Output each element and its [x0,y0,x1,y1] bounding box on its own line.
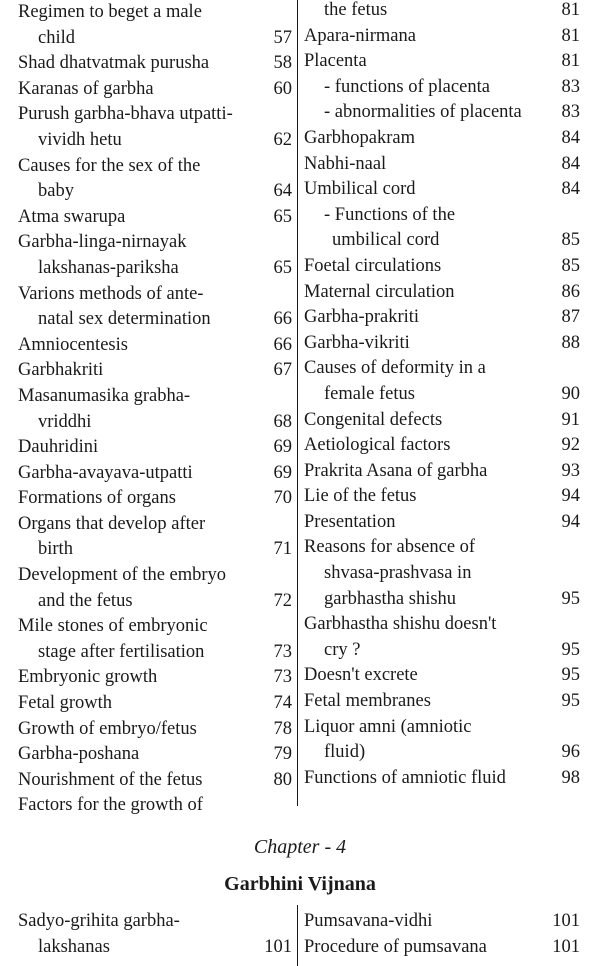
toc-entry [304,909,580,935]
toc-entry-text: Pumsavana-vidhi 101 [304,909,580,935]
toc-entry-text: Garbhakriti 67 [18,358,292,384]
toc-entry-text: Apara-nirmana 81 [304,24,580,50]
toc-entry-text: Procedure of pumsavana 101 [304,935,580,961]
toc-entry [18,358,292,384]
toc-entry-text: - abnormalities of placenta 83 [304,100,580,126]
toc-page-number: 95 [561,639,580,660]
toc-entry-text: baby 64 [18,179,292,205]
toc-entry-text: Amniocentesis 66 [18,333,292,359]
toc-entry [18,0,292,51]
toc-entry [304,356,580,407]
toc-page-number: 85 [561,255,580,276]
toc-entry-text: Prakrita Asana of garbha 93 [304,459,580,485]
toc-entry [18,742,292,768]
toc-entry-text: Garbha-linga-nirnayak [18,232,187,253]
chapter-label: Chapter - 4 [253,836,347,858]
toc-entry-text: Liquor amni (amniotic [304,716,472,737]
toc-entry [18,512,292,563]
toc-entry [18,205,292,231]
column-divider [297,0,298,806]
toc-entry-text: birth 71 [18,537,292,563]
toc-page-number: 73 [273,667,292,688]
toc-entry [304,254,580,280]
toc-entry [18,102,292,153]
toc-page-number: 81 [561,51,580,72]
toc-entry-text: lakshanas 101 [18,935,292,961]
toc-page-number: 95 [561,588,580,609]
toc-entry-text: Doesn't excrete 95 [304,663,580,689]
toc-entry [304,49,580,75]
toc-entry-text: vividh hetu 62 [18,128,292,154]
toc-entry [18,909,292,960]
toc-page-number: 69 [273,462,292,483]
toc-page-number: 69 [273,437,292,458]
toc-page-number: 65 [273,206,292,227]
toc-entry [304,126,580,152]
toc-entry [18,384,292,435]
toc-entry [304,459,580,485]
toc-page-number: 64 [273,181,292,202]
toc-entry [18,486,292,512]
toc-entry [18,230,292,281]
toc-entry-text: and the fetus 72 [18,589,292,615]
toc-entry [304,935,580,961]
toc-page-number: 71 [273,539,292,560]
toc-entry [18,461,292,487]
toc-entry-text: female fetus 90 [304,382,580,408]
toc-entry [304,280,580,306]
toc-entry [304,766,580,792]
toc-entry-text: - Functions of the [324,204,456,225]
toc-entry-text: Embryonic growth 73 [18,665,292,691]
toc-page-number: 91 [561,409,580,430]
toc-entry-text: Maternal circulation 86 [304,280,580,306]
toc-page-number: 88 [561,332,580,353]
toc-entry [18,717,292,743]
toc-page-number: 96 [561,742,580,763]
toc-entry [304,203,580,254]
toc-entry-text: shvasa-prashvasa in [324,563,472,584]
toc-entry-text: Presentation 94 [304,510,580,536]
toc-entry [304,510,580,536]
toc-page-number: 80 [273,769,292,790]
toc-page-number: 57 [273,27,292,48]
toc-page-number: 94 [561,486,580,507]
toc-left-column [18,0,292,819]
toc-entry [18,51,292,77]
toc-page-number: 74 [273,693,292,714]
toc-bottom-right [304,909,580,960]
toc-entry-text: Lie of the fetus 94 [304,484,580,510]
toc-entry [304,305,580,331]
toc-entry-text: Shad dhatvatmak purusha 58 [18,51,292,77]
toc-page-number: 66 [273,334,292,355]
toc-entry-text: Functions of amniotic fluid 98 [304,766,580,792]
toc-page-number: 93 [561,460,580,481]
toc-entry-text: garbhastha shishu 95 [304,587,580,613]
toc-entry-text: Reasons for absence of [304,537,476,558]
toc-page-number: 85 [561,230,580,251]
toc-page-number: 72 [273,590,292,611]
toc-entry [304,408,580,434]
toc-entry [304,331,580,357]
toc-page-number: 66 [273,309,292,330]
toc-page-number: 83 [561,102,580,123]
toc-entry-text: Nabhi-naal 84 [304,152,580,178]
toc-entry [304,484,580,510]
toc-entry-text: Dauhridini 69 [18,435,292,461]
column-divider-bottom [297,905,298,966]
toc-entry-text: Garbha-prakriti 87 [304,305,580,331]
toc-entry [18,154,292,205]
toc-entry-text: Garbha-avayava-utpatti 69 [18,461,292,487]
toc-entry-text: Umbilical cord 84 [304,177,580,203]
toc-entry [304,715,580,766]
toc-page-number: 68 [273,411,292,432]
toc-entry [18,665,292,691]
toc-entry-text: - functions of placenta 83 [304,75,580,101]
toc-entry-text: Garbha-vikriti 88 [304,331,580,357]
toc-entry-text: Garbhopakram 84 [304,126,580,152]
toc-entry-text: Factors for the growth of [18,795,203,816]
toc-entry [304,177,580,203]
toc-entry [304,689,580,715]
toc-entry-text: Mile stones of embryonic [18,616,208,637]
toc-page-number: 79 [273,744,292,765]
toc-entry [304,663,580,689]
toc-entry-text: stage after fertilisation 73 [18,640,292,666]
toc-page-number: 58 [273,53,292,74]
toc-entry-text: Garbha-poshana 79 [18,742,292,768]
toc-page-number: 67 [273,360,292,381]
toc-entry [18,614,292,665]
toc-entry-text: Masanumasika grabha- [18,385,191,406]
toc-entry-text: Fetal growth 74 [18,691,292,717]
toc-entry-text: cry ? 95 [304,638,580,664]
toc-entry-text: Organs that develop after [18,513,206,534]
toc-bottom-left [18,909,292,960]
toc-page-number: 84 [561,153,580,174]
toc-entry-text: natal sex determination 66 [18,307,292,333]
toc-entry-text: Purush garbha-bhava utpatti- [18,104,233,125]
toc-entry [304,0,580,24]
toc-page-number: 78 [273,718,292,739]
toc-entry [18,768,292,794]
toc-entry-text: Garbhastha shishu doesn't [304,614,497,635]
toc-entry-text: umbilical cord 85 [304,228,580,254]
toc-entry-text: Congenital defects 91 [304,408,580,434]
toc-page-number: 84 [561,127,580,148]
toc-entry [18,563,292,614]
toc-entry [18,793,292,819]
toc-entry [304,152,580,178]
toc-entry [18,691,292,717]
toc-page-number: 92 [561,435,580,456]
toc-page-number: 83 [561,76,580,97]
toc-entry-text: Formations of organs 70 [18,486,292,512]
toc-entry-text: Nourishment of the fetus 80 [18,768,292,794]
toc-entry-text: child 57 [18,26,292,52]
toc-entry-text: lakshanas-pariksha 65 [18,256,292,282]
chapter-title: Garbhini Vijnana [224,873,376,895]
toc-page-number: 73 [273,641,292,662]
toc-page-number: 101 [552,911,580,931]
toc-entry [18,282,292,333]
toc-page-number: 90 [561,383,580,404]
toc-entry-text: Foetal circulations 85 [304,254,580,280]
toc-page-number: 101 [552,936,580,957]
toc-right-column [304,0,580,791]
toc-entry-text: Fetal membranes 95 [304,689,580,715]
toc-entry-text: Causes for the sex of the [18,155,201,176]
toc-entry-text: Placenta 81 [304,49,580,75]
toc-entry [304,75,580,101]
toc-page-number: 98 [561,767,580,788]
toc-entry-text: Regimen to beget a male [18,2,202,22]
toc-entry-text: vriddhi 68 [18,410,292,436]
toc-entry-text: Growth of embryo/fetus 78 [18,717,292,743]
toc-page-number: 62 [273,129,292,150]
toc-page-number: 70 [273,488,292,509]
toc-entry-text: Aetiological factors 92 [304,433,580,459]
toc-entry [304,612,580,663]
toc-entry-text: the fetus 81 [304,0,580,24]
toc-page-number: 95 [561,665,580,686]
toc-entry-text: Atma swarupa 65 [18,205,292,231]
toc-entry [18,435,292,461]
toc-page-number: 87 [561,307,580,328]
toc-entry-text: Causes of deformity in a [304,358,486,379]
toc-page-number: 81 [561,0,580,20]
toc-page-number: 86 [561,281,580,302]
toc-entry [18,77,292,103]
toc-entry-text: Development of the embryo [18,565,227,586]
toc-page-number: 94 [561,511,580,532]
toc-page-number: 60 [273,78,292,99]
toc-entry [304,100,580,126]
toc-entry-text: Sadyo-grihita garbha- [18,911,180,931]
toc-page-number: 101 [264,936,292,957]
toc-entry [304,535,580,612]
toc-entry-text: Varions methods of ante- [18,283,204,304]
toc-entry-text: Karanas of garbha 60 [18,77,292,103]
toc-page-number: 81 [561,25,580,46]
toc-page-number: 84 [561,179,580,200]
toc-page-number: 95 [561,691,580,712]
toc-entry [18,333,292,359]
toc-entry [304,433,580,459]
toc-page-number: 65 [273,257,292,278]
toc-entry [304,24,580,50]
toc-entry-text: fluid) 96 [304,740,580,766]
